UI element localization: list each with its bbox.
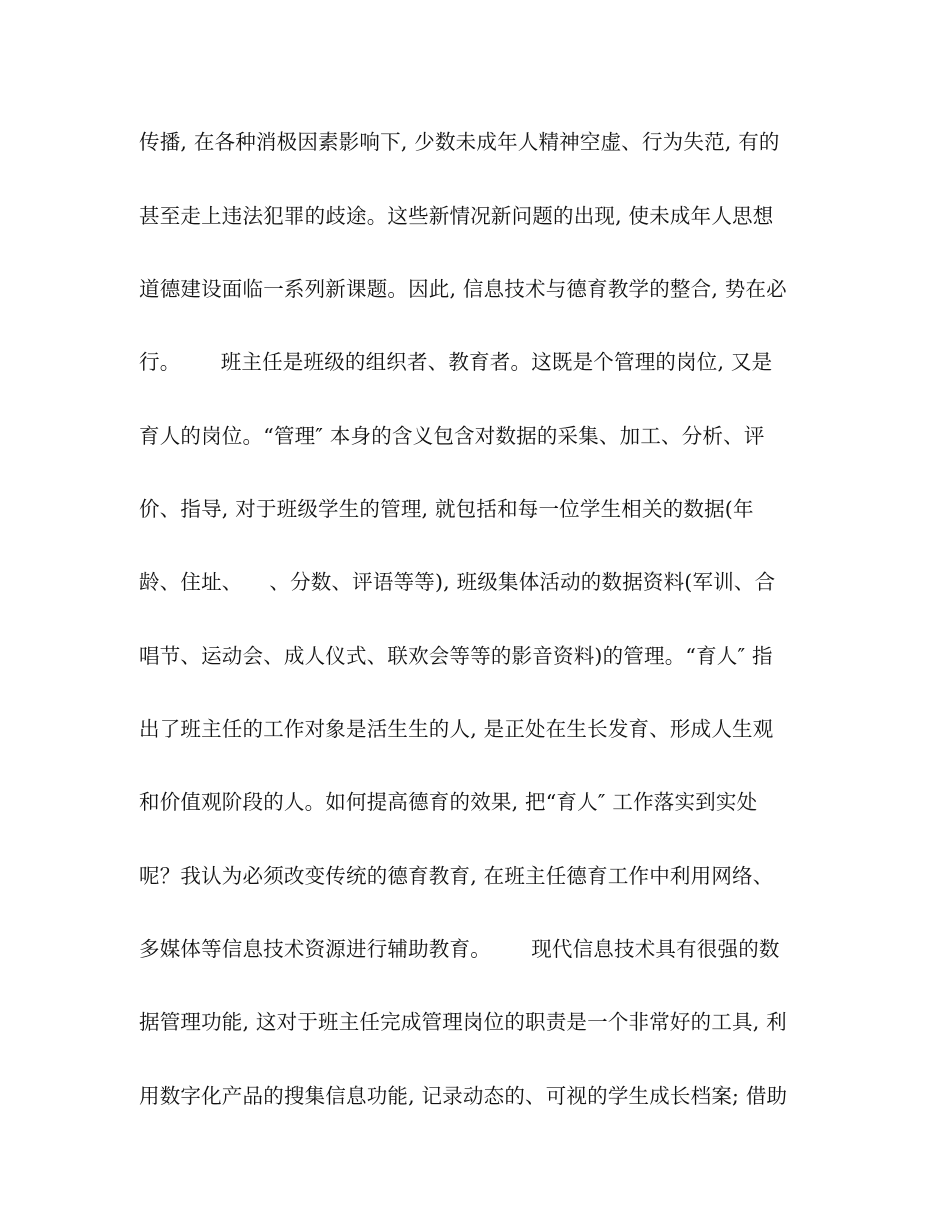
paragraph-line-3: 道德建设面临一系列新课题。因此, 信息技术与德育教学的整合, 势在必 <box>139 277 787 301</box>
paragraph-line-8: 唱节、运动会、成人仪式、联欢会等等的影音资料)的管理。“育人″ 指 <box>139 644 773 668</box>
paragraph-line-4: 行。 班主任是班级的组织者、教育者。这既是个管理的岗位, 又是 <box>139 350 773 374</box>
paragraph-line-13: 据管理功能, 这对于班主任完成管理岗位的职责是一个非常好的工具, 利 <box>139 1010 787 1034</box>
paragraph-line-10: 和价值观阶段的人。如何提高德育的效果, 把“育人″ 工作落实到实处 <box>139 790 758 814</box>
paragraph-line-14: 用数字化产品的搜集信息功能, 记录动态的、可视的学生成长档案; 借助 <box>139 1084 788 1108</box>
paragraph-line-2: 甚至走上违法犯罪的歧途。这些新情况新问题的出现, 使未成年人思想 <box>139 204 774 228</box>
paragraph-line-9: 出了班主任的工作对象是活生生的人, 是正处在生长发育、形成人生观 <box>139 717 774 741</box>
paragraph-line-1: 传播, 在各种消极因素影响下, 少数未成年人精神空虚、行为失范, 有的 <box>139 130 780 154</box>
paragraph-line-11: 呢？我认为必须改变传统的德育教育, 在班主任德育工作中利用网络、 <box>139 864 774 888</box>
paragraph-line-6: 价、指导, 对于班级学生的管理, 就包括和每一位学生相关的数据(年 <box>139 497 754 521</box>
paragraph-line-5: 育人的岗位。“管理″ 本身的含义包含对数据的采集、加工、分析、评 <box>139 424 765 448</box>
paragraph-line-7: 龄、住址、 、分数、评语等等), 班级集体活动的数据资料(军训、合 <box>139 570 776 594</box>
paragraph-line-12: 多媒体等信息技术资源进行辅助教育。 现代信息技术具有很强的数 <box>139 937 780 961</box>
